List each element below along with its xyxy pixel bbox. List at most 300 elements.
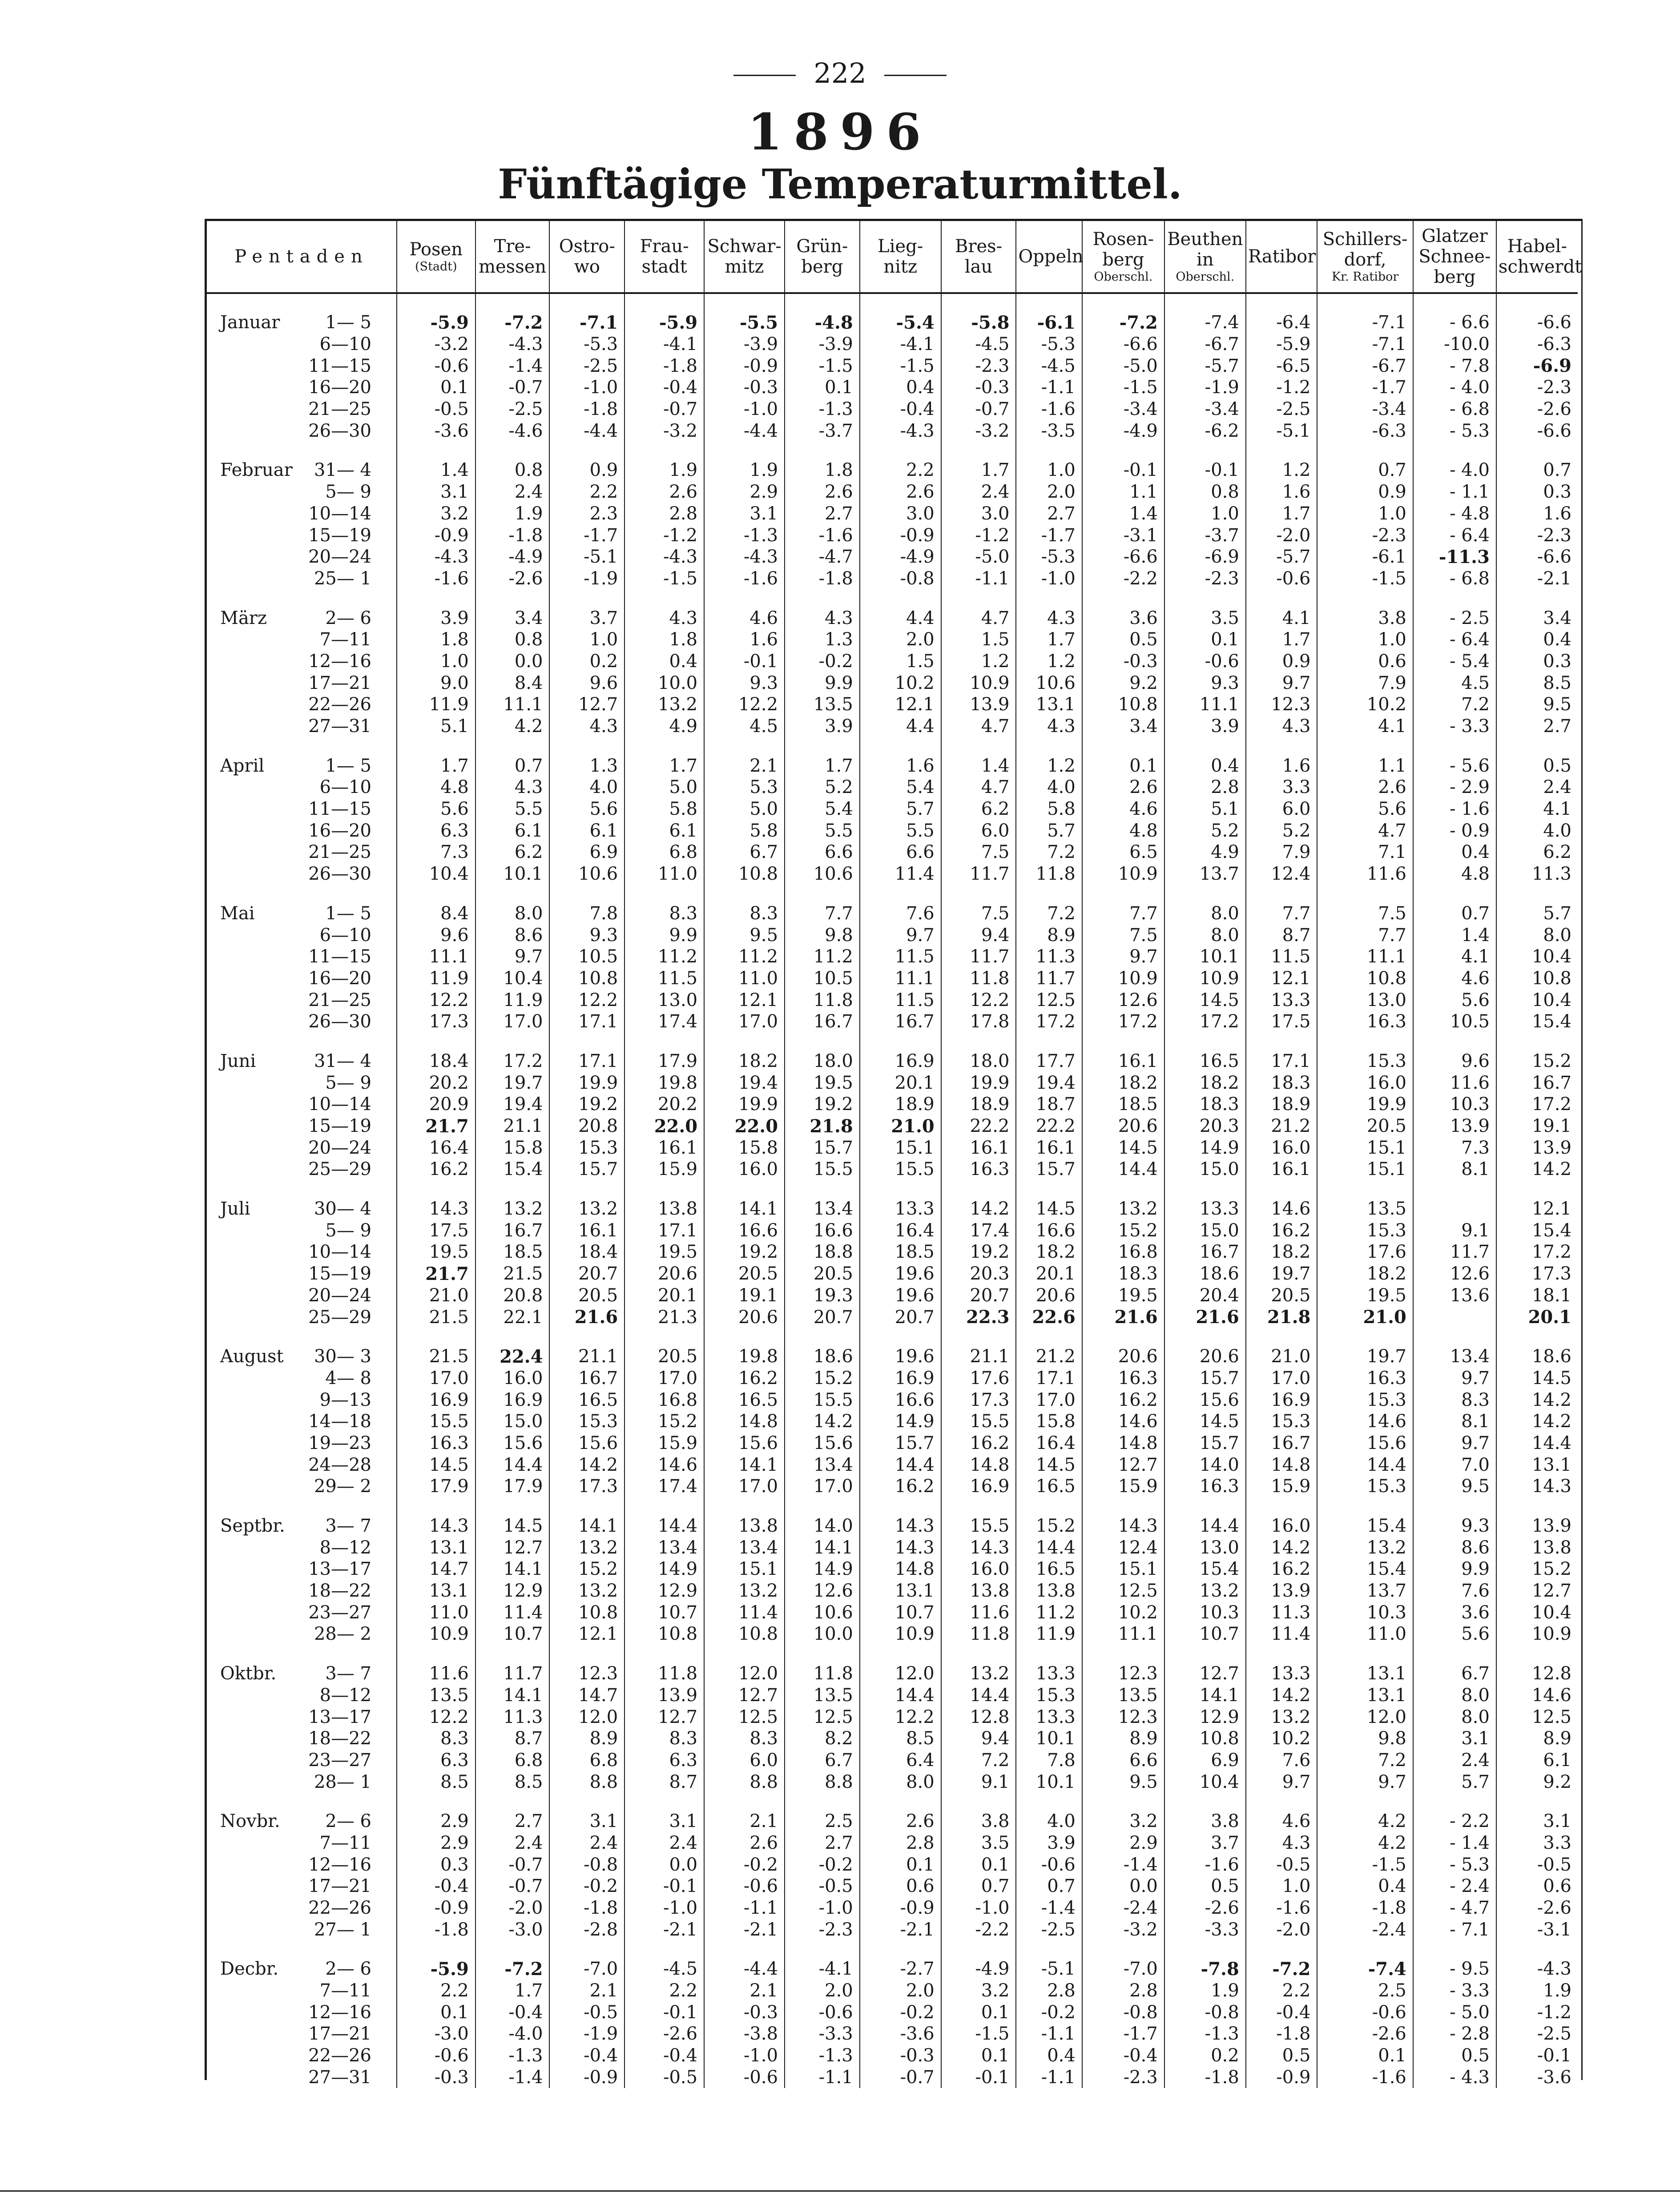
temperature-cell: 19.9: [941, 1072, 1016, 1094]
temperature-cell: -4.1: [624, 334, 704, 355]
table-row: [207, 777, 1578, 798]
temperature-cell: 11.8: [941, 968, 1016, 990]
temperature-cell: 4.5: [704, 716, 785, 737]
temperature-cell: 21.1: [475, 1115, 550, 1137]
temperature-cell: 18.5: [475, 1241, 550, 1263]
temperature-cell: 13.9: [1496, 1515, 1578, 1537]
spacer-cell: [941, 442, 1016, 459]
temperature-cell: 5.5: [860, 820, 941, 841]
header-station-name: wo: [574, 257, 600, 277]
temperature-cell: 20.9: [397, 1094, 475, 1115]
temperature-cell: -3.2: [1082, 1919, 1164, 1940]
temperature-cell: 9.7: [1246, 672, 1317, 694]
temperature-cell: 12.2: [397, 1706, 475, 1728]
table-row: [207, 1537, 1578, 1558]
table-row: [207, 841, 1578, 863]
temperature-cell: 12.8: [1496, 1663, 1578, 1685]
temperature-cell: 16.6: [785, 1219, 860, 1241]
temperature-cell: 4.2: [1317, 1832, 1413, 1854]
temperature-cell: 21.8: [1246, 1306, 1317, 1328]
pentade-cell: [207, 1623, 397, 1645]
temperature-cell: 15.7: [860, 1432, 941, 1454]
temperature-cell: 0.5: [1413, 2045, 1496, 2067]
table-row: [207, 1771, 1578, 1793]
temperature-cell: - 5.4: [1413, 651, 1496, 672]
spacer-cell: [1413, 1180, 1496, 1198]
temperature-cell: -4.3: [704, 546, 785, 568]
pentade-label: 31— 4: [314, 1050, 371, 1071]
temperature-cell: 22.2: [941, 1115, 1016, 1137]
temperature-cell: 1.8: [785, 459, 860, 481]
temperature-cell: 11.0: [1317, 1623, 1413, 1645]
pentade-cell: [207, 1306, 397, 1328]
temperature-cell: -1.5: [941, 2023, 1016, 2045]
temperature-cell: 20.8: [549, 1115, 624, 1137]
temperature-cell: 9.2: [1082, 672, 1164, 694]
temperature-cell: 20.1: [1016, 1263, 1082, 1285]
temperature-cell: 1.7: [624, 755, 704, 777]
temperature-cell: 18.5: [1082, 1094, 1164, 1115]
temperature-cell: 15.9: [624, 1432, 704, 1454]
temperature-cell: 14.2: [1496, 1411, 1578, 1432]
temperature-cell: 13.3: [860, 1198, 941, 1220]
temperature-cell: 12.6: [1082, 989, 1164, 1011]
temperature-cell: 11.3: [1016, 946, 1082, 968]
month-spacer-row: [207, 1645, 1578, 1663]
temperature-cell: 13.8: [1496, 1537, 1578, 1558]
temperature-cell: 15.5: [785, 1389, 860, 1411]
spacer-cell: [1016, 589, 1082, 607]
temperature-cell: 15.2: [1016, 1515, 1082, 1537]
temperature-cell: 16.7: [1246, 1432, 1317, 1454]
temperature-cell: 9.6: [549, 672, 624, 694]
temperature-cell: - 0.9: [1413, 820, 1496, 841]
temperature-cell: 17.2: [1164, 1011, 1246, 1033]
temperature-cell: 8.3: [704, 903, 785, 925]
temperature-cell: -5.1: [1246, 420, 1317, 442]
pentade-cell: [207, 716, 397, 737]
spacer-cell: [785, 737, 860, 755]
temperature-cell: - 4.8: [1413, 503, 1496, 525]
temperature-cell: 1.9: [475, 503, 550, 525]
spacer-cell: [397, 1940, 475, 1958]
temperature-cell: 17.0: [1016, 1389, 1082, 1411]
temperature-cell: 12.1: [860, 694, 941, 716]
temperature-cell: 15.1: [860, 1137, 941, 1159]
temperature-cell: 6.6: [785, 841, 860, 863]
temperature-cell: 18.2: [1317, 1263, 1413, 1285]
pentade-cell: [207, 1958, 397, 1980]
temperature-cell: 13.1: [397, 1580, 475, 1602]
header-station: [624, 221, 704, 293]
spacer-cell: [941, 1180, 1016, 1198]
temperature-cell: 13.2: [549, 1580, 624, 1602]
pentade-cell: [207, 989, 397, 1011]
spacer-cell: [207, 1328, 397, 1346]
temperature-cell: 13.4: [785, 1198, 860, 1220]
temperature-cell: 14.3: [860, 1537, 941, 1558]
temperature-cell: 10.8: [704, 1623, 785, 1645]
temperature-cell: 5.7: [1413, 1771, 1496, 1793]
temperature-cell: 0.4: [1496, 629, 1578, 651]
temperature-cell: -1.8: [1317, 1897, 1413, 1919]
temperature-cell: 16.5: [1164, 1050, 1246, 1072]
temperature-cell: 1.5: [860, 651, 941, 672]
temperature-cell: 11.7: [1413, 1241, 1496, 1263]
temperature-cell: - 4.0: [1413, 377, 1496, 398]
temperature-cell: 15.9: [1246, 1476, 1317, 1497]
pentade-label: 16—20: [308, 820, 371, 841]
temperature-cell: 19.3: [785, 1285, 860, 1307]
temperature-cell: 15.2: [549, 1558, 624, 1580]
temperature-cell: 21.2: [1016, 1346, 1082, 1368]
header-station-name: berg: [1434, 267, 1476, 287]
temperature-cell: 16.5: [1016, 1558, 1082, 1580]
month-spacer-row: [207, 1328, 1578, 1346]
temperature-cell: 3.8: [1317, 607, 1413, 629]
temperature-cell: 17.8: [941, 1011, 1016, 1033]
spacer-cell: [475, 1497, 550, 1515]
spacer-cell: [941, 1328, 1016, 1346]
temperature-cell: - 3.3: [1413, 1980, 1496, 2002]
temperature-cell: 9.7: [1413, 1432, 1496, 1454]
pentade-label: 20—24: [308, 547, 371, 567]
table-row: [207, 459, 1578, 481]
pentade-label: 22—26: [308, 694, 371, 715]
temperature-cell: -2.7: [860, 1958, 941, 1980]
pentade-cell: [207, 629, 397, 651]
spacer-cell: [704, 293, 785, 312]
spacer-cell: [785, 1033, 860, 1050]
temperature-cell: - 4.0: [1413, 459, 1496, 481]
temperature-cell: 9.5: [704, 924, 785, 946]
table-row: [207, 607, 1578, 629]
spacer-cell: [1164, 1033, 1246, 1050]
spacer-cell: [624, 589, 704, 607]
pentade-cell: [207, 2067, 397, 2088]
temperature-cell: -7.8: [1164, 1958, 1246, 1980]
table-row: [207, 1263, 1578, 1285]
temperature-cell: 3.5: [1164, 607, 1246, 629]
temperature-cell: 5.1: [397, 716, 475, 737]
temperature-cell: 9.8: [785, 924, 860, 946]
month-spacer-row: [207, 1180, 1578, 1198]
spacer-cell: [1246, 293, 1317, 312]
temperature-cell: -1.2: [1246, 377, 1317, 398]
temperature-cell: 2.4: [941, 481, 1016, 503]
temperature-cell: 15.3: [1317, 1476, 1413, 1497]
temperature-cell: -7.2: [475, 1958, 550, 1980]
pentade-cell: [207, 355, 397, 377]
header-station-name: mitz: [725, 257, 764, 277]
temperature-cell: -1.3: [785, 398, 860, 420]
table-row: [207, 1476, 1578, 1497]
temperature-cell: 21.6: [549, 1306, 624, 1328]
temperature-cell: 4.7: [941, 716, 1016, 737]
spacer-cell: [397, 737, 475, 755]
spacer-cell: [397, 1328, 475, 1346]
temperature-cell: -5.8: [941, 312, 1016, 334]
temperature-cell: 10.4: [1496, 1601, 1578, 1623]
temperature-cell: -6.1: [1317, 546, 1413, 568]
temperature-cell: 12.5: [1496, 1706, 1578, 1728]
pentade-cell: [207, 1346, 397, 1368]
spacer-cell: [1016, 1793, 1082, 1811]
temperature-cell: 14.4: [1496, 1432, 1578, 1454]
table-row: [207, 694, 1578, 716]
spacer-cell: [1413, 589, 1496, 607]
pentade-cell: [207, 1728, 397, 1750]
spacer-cell: [785, 1328, 860, 1346]
temperature-cell: -4.3: [1496, 1958, 1578, 1980]
temperature-cell: -1.5: [1317, 568, 1413, 590]
temperature-cell: 2.1: [704, 1811, 785, 1832]
temperature-cell: 12.6: [785, 1580, 860, 1602]
temperature-cell: 12.0: [1317, 1706, 1413, 1728]
pentade-cell: [207, 651, 397, 672]
header-station: [704, 221, 785, 293]
pentade-label: 10—14: [308, 1094, 371, 1115]
spacer-cell: [1016, 1033, 1082, 1050]
temperature-cell: 4.0: [1496, 820, 1578, 841]
pentade-label: 30— 4: [314, 1199, 371, 1219]
temperature-cell: 13.7: [1317, 1580, 1413, 1602]
temperature-cell: 1.9: [704, 459, 785, 481]
temperature-cell: 13.8: [704, 1515, 785, 1537]
temperature-cell: - 9.5: [1413, 1958, 1496, 1980]
temperature-cell: 15.7: [549, 1159, 624, 1180]
pentade-label: 18—22: [308, 1728, 371, 1749]
header-station-name: nitz: [883, 257, 918, 277]
temperature-cell: 15.6: [704, 1432, 785, 1454]
temperature-cell: 0.8: [475, 459, 550, 481]
temperature-cell: -0.1: [624, 1875, 704, 1897]
temperature-cell: 18.2: [1016, 1241, 1082, 1263]
temperature-cell: -4.6: [475, 420, 550, 442]
pentade-label: 17—21: [308, 672, 371, 693]
temperature-cell: 21.6: [1082, 1306, 1164, 1328]
temperature-cell: 15.2: [785, 1368, 860, 1389]
temperature-cell: 0.3: [1496, 651, 1578, 672]
temperature-cell: 20.5: [624, 1346, 704, 1368]
temperature-cell: 10.0: [624, 672, 704, 694]
spacer-cell: [1317, 1645, 1413, 1663]
temperature-cell: 17.2: [1496, 1241, 1578, 1263]
spacer-cell: [941, 1033, 1016, 1050]
temperature-cell: -2.3: [1082, 2067, 1164, 2088]
pentade-label: 11—15: [308, 799, 371, 820]
temperature-cell: 3.1: [1496, 1811, 1578, 1832]
spacer-cell: [624, 1180, 704, 1198]
temperature-cell: 11.6: [941, 1601, 1016, 1623]
temperature-cell: 2.4: [475, 481, 550, 503]
temperature-cell: 16.4: [1016, 1432, 1082, 1454]
temperature-cell: 13.3: [1246, 1663, 1317, 1685]
temperature-cell: -5.3: [1016, 334, 1082, 355]
temperature-cell: 11.7: [941, 863, 1016, 885]
temperature-cell: 2.4: [549, 1832, 624, 1854]
temperature-cell: -2.1: [860, 1919, 941, 1940]
month-label: März: [220, 608, 267, 628]
temperature-cell: -0.8: [860, 568, 941, 590]
pentade-label: 25—29: [308, 1307, 371, 1328]
temperature-cell: -0.6: [1016, 1854, 1082, 1875]
temperature-cell: - 7.1: [1413, 1919, 1496, 1940]
spacer-cell: [624, 1645, 704, 1663]
temperature-cell: -0.3: [860, 2045, 941, 2067]
temperature-cell: - 4.7: [1413, 1897, 1496, 1919]
spacer-cell: [860, 1645, 941, 1663]
spacer-cell: [704, 1180, 785, 1198]
spacer-cell: [704, 737, 785, 755]
temperature-cell: 13.2: [1317, 1537, 1413, 1558]
table-row: [207, 1285, 1578, 1307]
temperature-cell: -2.1: [704, 1919, 785, 1940]
temperature-cell: 21.0: [860, 1115, 941, 1137]
spacer-cell: [1082, 1328, 1164, 1346]
temperature-cell: 14.7: [549, 1685, 624, 1706]
temperature-cell: -4.9: [475, 546, 550, 568]
temperature-cell: 11.9: [475, 989, 550, 1011]
temperature-cell: 1.0: [1317, 503, 1413, 525]
temperature-cell: 11.7: [475, 1663, 550, 1685]
temperature-cell: 12.7: [549, 694, 624, 716]
temperature-cell: -0.1: [624, 2001, 704, 2023]
temperature-cell: 13.4: [704, 1537, 785, 1558]
pentade-label: 11—15: [308, 355, 371, 376]
temperature-cell: 2.8: [624, 503, 704, 525]
temperature-cell: 14.2: [1496, 1389, 1578, 1411]
temperature-cell: 20.6: [1082, 1346, 1164, 1368]
temperature-cell: 13.1: [860, 1580, 941, 1602]
temperature-cell: 0.7: [1317, 459, 1413, 481]
temperature-cell: 18.3: [1164, 1094, 1246, 1115]
pentade-label: 28— 2: [314, 1624, 371, 1645]
table-row: [207, 2067, 1578, 2088]
temperature-cell: 0.7: [1016, 1875, 1082, 1897]
temperature-cell: 5.0: [704, 798, 785, 820]
temperature-cell: -1.0: [785, 1897, 860, 1919]
temperature-cell: 19.9: [704, 1094, 785, 1115]
temperature-cell: 5.3: [704, 777, 785, 798]
temperature-cell: 4.6: [1413, 968, 1496, 990]
spacer-cell: [704, 442, 785, 459]
pentade-label: 15—19: [308, 1116, 371, 1137]
pentade-label: 8—12: [319, 1685, 371, 1706]
temperature-cell: 11.1: [475, 694, 550, 716]
spacer-cell: [1164, 293, 1246, 312]
spacer-cell: [207, 589, 397, 607]
temperature-cell: 2.7: [1016, 503, 1082, 525]
temperature-cell: 9.7: [860, 924, 941, 946]
pentade-label: 25—29: [308, 1159, 371, 1180]
table-row: [207, 863, 1578, 885]
temperature-cell: 5.4: [785, 798, 860, 820]
temperature-cell: -1.0: [941, 1897, 1016, 1919]
year-heading: 1896: [747, 103, 933, 161]
temperature-cell: 19.2: [785, 1094, 860, 1115]
temperature-cell: 14.3: [397, 1515, 475, 1537]
temperature-cell: -0.6: [1164, 651, 1246, 672]
temperature-cell: -0.3: [397, 2067, 475, 2088]
spacer-cell: [1164, 1180, 1246, 1198]
table-row: [207, 1958, 1578, 1980]
temperature-cell: 8.5: [1496, 672, 1578, 694]
spacer-cell: [475, 1180, 550, 1198]
pentade-cell: [207, 1832, 397, 1854]
pentade-label: 7—11: [319, 629, 371, 650]
temperature-cell: 2.6: [785, 481, 860, 503]
temperature-cell: 12.4: [1246, 863, 1317, 885]
temperature-cell: 0.1: [397, 2001, 475, 2023]
month-label: Juli: [220, 1199, 250, 1219]
table-row: [207, 1389, 1578, 1411]
temperature-cell: 1.0: [1164, 503, 1246, 525]
temperature-cell: -3.1: [1496, 1919, 1578, 1940]
temperature-cell: 18.4: [397, 1050, 475, 1072]
table-row: [207, 398, 1578, 420]
temperature-cell: 20.3: [1164, 1115, 1246, 1137]
temperature-cell: 0.7: [1496, 459, 1578, 481]
temperature-cell: 1.1: [1082, 481, 1164, 503]
temperature-cell: 8.9: [1496, 1728, 1578, 1750]
temperature-cell: 3.4: [1496, 607, 1578, 629]
table-row: [207, 1432, 1578, 1454]
pentade-label: 3— 7: [325, 1663, 371, 1684]
spacer-cell: [1496, 589, 1578, 607]
temperature-cell: 6.1: [475, 820, 550, 841]
temperature-cell: 1.2: [941, 651, 1016, 672]
temperature-cell: 13.2: [704, 1580, 785, 1602]
temperature-cell: 18.9: [1246, 1094, 1317, 1115]
pentade-cell: [207, 568, 397, 590]
temperature-cell: 2.5: [1317, 1980, 1413, 2002]
temperature-cell: 13.1: [1317, 1685, 1413, 1706]
pentade-label: 5— 9: [325, 1072, 371, 1093]
table-row: [207, 312, 1578, 334]
header-station-name: Habel-: [1507, 236, 1567, 257]
table-row: [207, 989, 1578, 1011]
month-spacer-row: [207, 1497, 1578, 1515]
temperature-cell: 9.6: [397, 924, 475, 946]
spacer-cell: [397, 1033, 475, 1050]
temperature-cell: -6.6: [1496, 420, 1578, 442]
month-spacer-row: [207, 737, 1578, 755]
temperature-cell: 13.2: [475, 1198, 550, 1220]
temperature-cell: 10.5: [785, 968, 860, 990]
temperature-cell: 10.6: [1016, 672, 1082, 694]
temperature-cell: 16.7: [1496, 1072, 1578, 1094]
spacer-cell: [1016, 1645, 1082, 1663]
temperature-cell: -1.7: [1317, 377, 1413, 398]
temperature-cell: -2.6: [475, 568, 550, 590]
temperature-cell: -0.2: [785, 1854, 860, 1875]
temperature-cell: 3.1: [704, 503, 785, 525]
pentade-cell: [207, 863, 397, 885]
temperature-cell: 17.9: [624, 1050, 704, 1072]
temperature-cell: -11.3: [1413, 546, 1496, 568]
temperature-cell: -6.1: [1016, 312, 1082, 334]
temperature-cell: 1.4: [1413, 924, 1496, 946]
temperature-cell: 11.0: [704, 968, 785, 990]
temperature-cell: 6.3: [624, 1750, 704, 1771]
temperature-cell: 3.9: [785, 716, 860, 737]
temperature-cell: 2.5: [785, 1811, 860, 1832]
temperature-cell: 18.0: [941, 1050, 1016, 1072]
spacer-cell: [785, 885, 860, 903]
temperature-cell: 2.0: [860, 629, 941, 651]
temperature-cell: 0.1: [941, 1854, 1016, 1875]
